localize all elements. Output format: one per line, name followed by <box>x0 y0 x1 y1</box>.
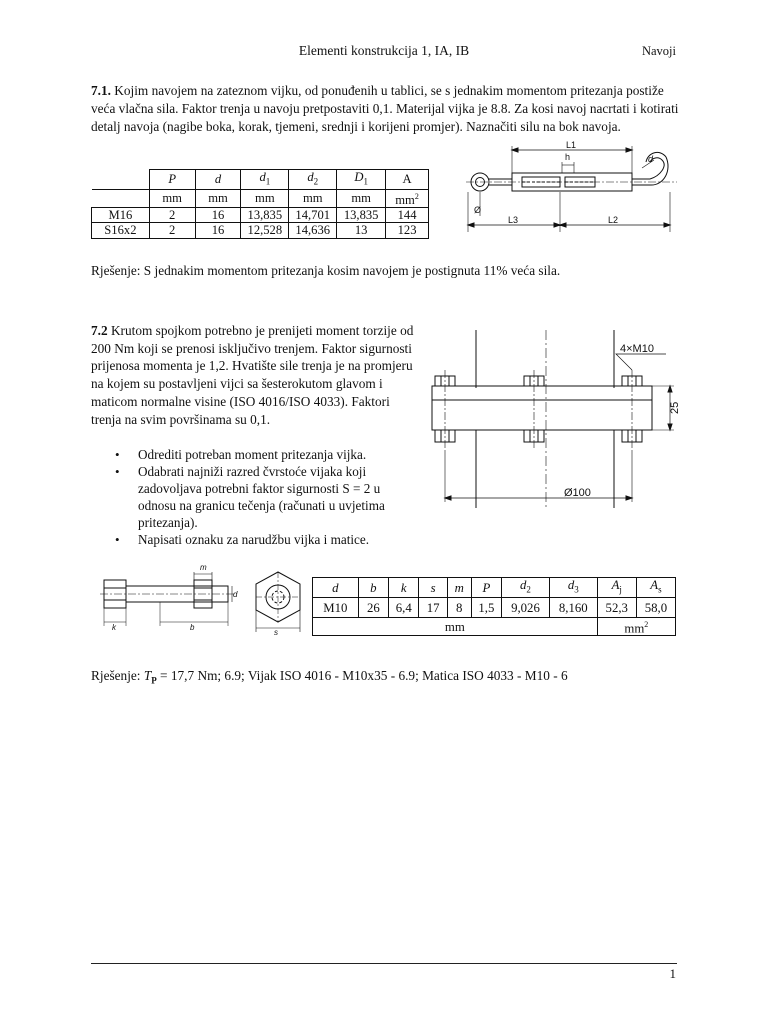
bullet-item: • Odabrati najniži razred čvrstoće vijaka koji zadovoljava potrebni faktor sigurnosti S = 2 u odnosu na granicu tečenja (računati u uvjetima pritezanja). <box>91 463 421 531</box>
bolt-table-row: M10 26 6,4 17 8 1,5 9,026 8,160 52,3 58,0 <box>313 598 676 618</box>
bullet-item: • Odrediti potreban moment pritezanja vijka. <box>91 446 421 463</box>
bolt-table <box>312 577 676 636</box>
label-L3: L3 <box>508 215 519 225</box>
bolt-label-k: k <box>112 623 116 632</box>
bolt-label-d: d <box>233 590 238 599</box>
label-d: d <box>648 154 654 164</box>
task-7-1-solution: Rješenje: S jednakim momentom pritezanja kosim navojem je postignuta 11% veća sila. <box>91 263 561 278</box>
bullet-item: • Napisati oznaku za narudžbu vijka i matice. <box>91 531 421 548</box>
bolt-table-header: d b k s m P $d_2$ $d_3$ $A_j$ $A_s$ <box>313 578 676 598</box>
task-7-1-text <box>91 82 679 136</box>
label-height: 25 <box>669 401 681 414</box>
task-7-2-body: Krutom spojkom potrebno je prenijeti moment torzije od 200 Nm koji se prenosi isključivo trenjem. Faktor sigurnosti prijenosa momenta je 1,2. Hvatište sile trenja je na promjeru na kojem su postavljeni vijci sa šesterokutom glavom i maticom normalne visine (ISO 4016/ISO 4033). Faktori trenja na svim površinama su 0,1. <box>91 323 414 427</box>
coupling-figure <box>426 330 682 508</box>
header-section: Navoji <box>641 44 676 58</box>
task-7-2-number: 7.2 <box>91 323 108 338</box>
thread-table-row: S16x2 2 16 12,528 14,636 13 123 <box>92 223 429 239</box>
bolt-table-units: mm $mm^2$ <box>313 618 676 636</box>
header-title: Elementi konstrukcija 1, IA, IB <box>298 43 470 58</box>
label-h: h <box>565 152 571 162</box>
task-7-1-number: 7.1. <box>91 83 111 98</box>
bolt-label-m: m <box>200 563 207 572</box>
thread-table-units: mm mm mm mm mm $mm^2$ <box>92 189 429 207</box>
label-diameter: Ø100 <box>564 487 591 499</box>
nut-label-s: s <box>274 628 278 636</box>
bolt-figure <box>100 562 240 634</box>
label-bolts: 4×M10 <box>620 343 654 355</box>
page-number: 1 <box>669 966 676 981</box>
hex-nut-figure <box>250 570 306 636</box>
thread-table <box>91 169 429 239</box>
turnbuckle-figure <box>462 140 682 238</box>
task-7-1-body: Kojim navojem na zateznom vijku, od ponuđenih u tablici, se s jednakim momentom pritezanja postiže veća vlačna sila. Faktor trenja u navoju pretpostaviti 0,1. Materijal vijka je 8.8. Za kosi navoj nacrtati i kotirati detalj navoja (nagibe boka, korak, tjemeni, srednji i korijeni promjer). Naznačiti silu na bok navoja. <box>91 83 679 134</box>
bolt-label-b: b <box>190 623 195 632</box>
label-L1: L1 <box>566 140 577 150</box>
thread-table-header: P d $d_1$ $d_2$ $D_1$ A <box>92 170 429 190</box>
label-L2: L2 <box>608 215 619 225</box>
label-phi: Ø <box>474 205 482 215</box>
task-7-2-bullets <box>91 446 421 548</box>
task-7-2-text <box>91 322 421 428</box>
task-7-2-solution: Rješenje: $T_P = 17,7$ Nm; 6.9; Vijak ISO 4016 - M10x35 - 6.9; Matica ISO 4033 - M10 - 6 <box>91 668 568 686</box>
footer-rule <box>91 963 677 964</box>
thread-table-row: M16 2 16 13,835 14,701 13,835 144 <box>92 207 429 223</box>
